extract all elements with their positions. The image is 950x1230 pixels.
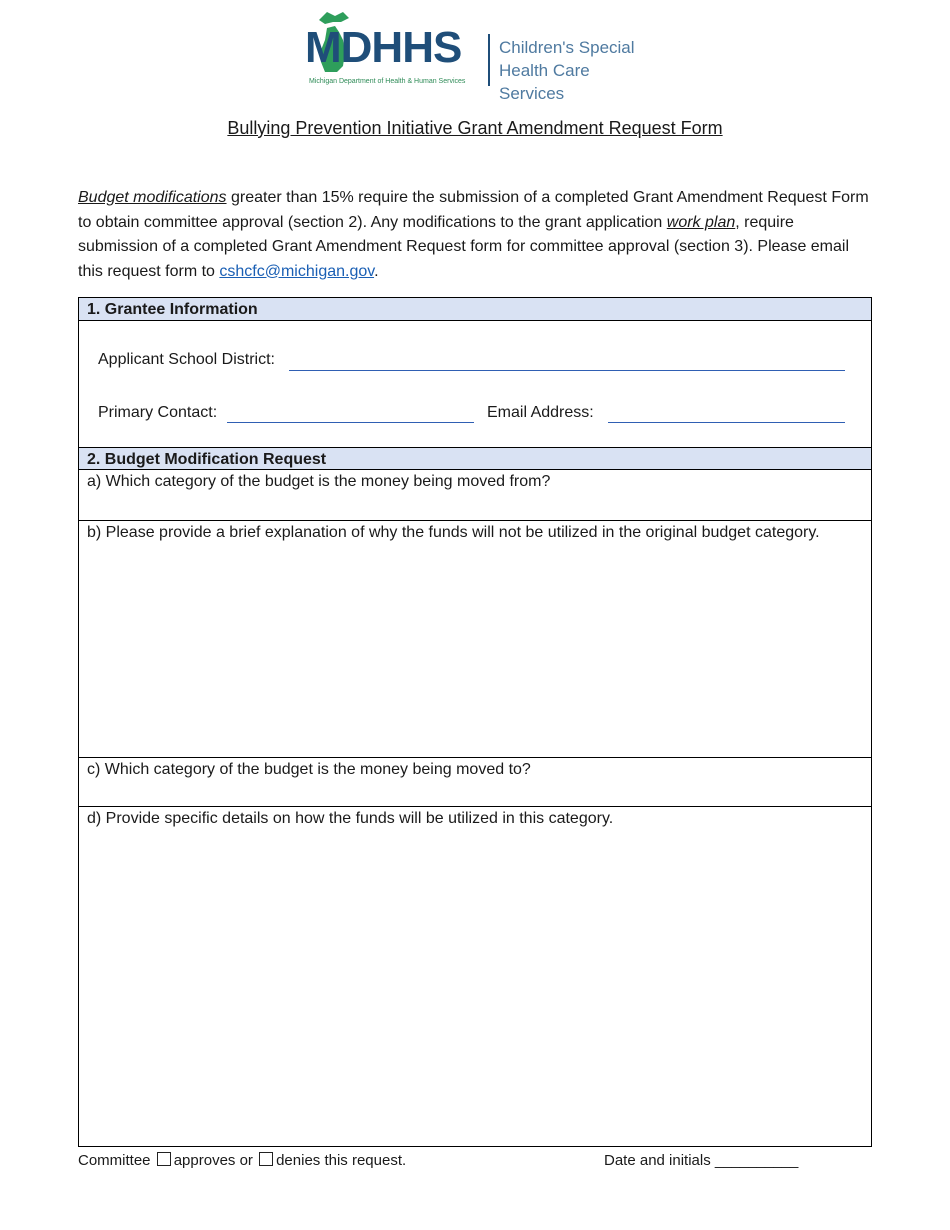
- intro-text-2: , require submission of a completed Grant Amendment Request form for committee approval (section 3). Please email this request form to: [78, 213, 850, 280]
- division-line-1: Children's Special: [499, 38, 635, 57]
- intro-text-1: greater than 15% require the submission of a completed Grant Amendment Request Form to obtain committee approval (section 2). Any modifications to the grant application: [78, 189, 869, 231]
- email-input[interactable]: [608, 422, 845, 423]
- logo-wordmark: MDHHS: [305, 23, 462, 72]
- email-link[interactable]: cshcfc@michigan.gov: [219, 262, 375, 280]
- contact-label: Primary Contact:: [98, 404, 218, 421]
- division-name: [499, 36, 650, 105]
- logo-divider: [488, 34, 490, 86]
- question-c: c) Which category of the budget is the money being moved to?: [87, 761, 531, 778]
- question-a: a) Which category of the budget is the money being moved from?: [87, 473, 551, 490]
- question-b: b) Please provide a brief explanation of why the funds will not be utilized in the original budget category.: [87, 524, 820, 541]
- district-label: Applicant School District:: [98, 351, 275, 368]
- mdhhs-logo: [305, 10, 650, 103]
- deny-checkbox[interactable]: [259, 1152, 273, 1166]
- committee-decision: [78, 1152, 406, 1169]
- budget-modifications-term: Budget modifications: [78, 189, 227, 206]
- divider: [79, 757, 871, 758]
- divider: [79, 806, 871, 807]
- section2-header: 2. Budget Modification Request: [79, 447, 871, 470]
- email-label: Email Address:: [487, 404, 594, 421]
- committee-label: Committee: [78, 1152, 151, 1169]
- divider: [79, 520, 871, 521]
- intro-paragraph: [78, 186, 873, 284]
- work-plan-term: work plan: [666, 213, 736, 231]
- intro-text-3: .: [374, 262, 379, 280]
- question-d: d) Provide specific details on how the funds will be utilized in this category.: [87, 810, 614, 827]
- amendment-form: [78, 297, 872, 1147]
- logo-subtitle: Michigan Department of Health & Human Services: [309, 78, 466, 85]
- date-initials: Date and initials __________: [604, 1152, 799, 1169]
- district-input[interactable]: [289, 370, 845, 371]
- approve-checkbox[interactable]: [157, 1152, 171, 1166]
- division-line-2: Health Care Services: [499, 61, 590, 103]
- page-title: Bullying Prevention Initiative Grant Amendment Request Form: [227, 118, 723, 138]
- approves-label: approves or: [173, 1152, 253, 1169]
- section1-header: 1. Grantee Information: [79, 298, 871, 321]
- contact-input[interactable]: [227, 422, 474, 423]
- denies-label: denies this request.: [276, 1152, 407, 1169]
